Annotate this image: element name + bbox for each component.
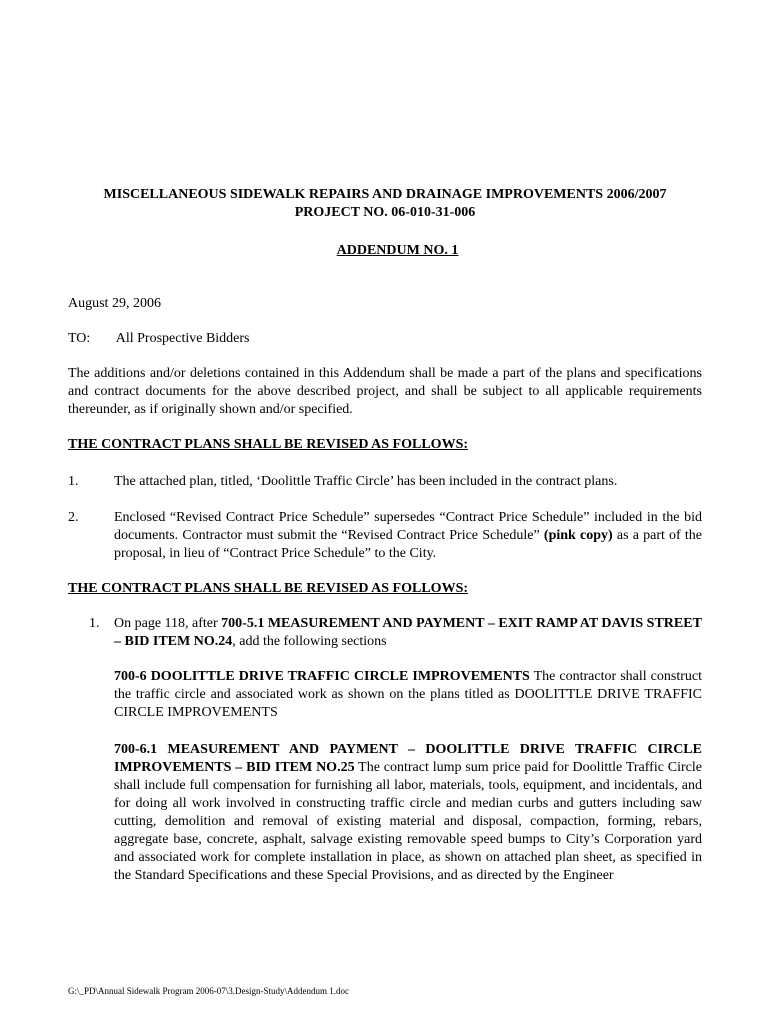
list-item bbox=[68, 473, 702, 491]
file-path-footer: G:\_PD\Annual Sidewalk Program 2006-07\3.Design-Study\Addendum 1.doc bbox=[68, 986, 349, 996]
title-line-2: PROJECT NO. 06-010-31-006 bbox=[294, 205, 476, 220]
subsection-paragraph bbox=[114, 668, 702, 722]
recipient-line bbox=[68, 330, 702, 348]
section-heading-2: THE CONTRACT PLANS SHALL BE REVISED AS FOLLOWS: bbox=[68, 581, 469, 596]
list-item-text-part: , add the following sections bbox=[232, 634, 387, 649]
title-line-1: MISCELLANEOUS SIDEWALK REPAIRS AND DRAINAGE IMPROVEMENTS 2006/2007 bbox=[103, 187, 667, 202]
subsection-heading: 700-6 DOOLITTLE DRIVE TRAFFIC CIRCLE IMPROVEMENTS bbox=[114, 669, 530, 684]
list-item-text bbox=[114, 615, 702, 651]
subsection-heading: 700-6.1 MEASUREMENT AND PAYMENT – DOOLITTLE DRIVE TRAFFIC CIRCLE IMPROVEMENTS – BID ITEM NO.25 bbox=[114, 742, 702, 775]
section-heading-1: THE CONTRACT PLANS SHALL BE REVISED AS FOLLOWS: bbox=[68, 437, 469, 452]
subsection-text: The contract lump sum price paid for Doolittle Traffic Circle shall include full compensation for furnishing all labor, materials, tools, equipment, and incidentals, and for doing all work involved in constructing traffic circle and median curbs and gutters including saw cutting, demolition and removal of existing material and disposal, compaction, forming, rebars, aggregate base, concrete, asphalt, salvage existing removable speed bumps to City’s Corporation yard and associated work for complete installation in place, as shown on attached plan sheet, as specified in the Standard Specifications and these Special Provisions, and as directed by the Engineer bbox=[114, 760, 702, 883]
list-item-text-part: On page 118, after bbox=[114, 616, 222, 631]
subsection-text: The contractor shall construct the traffic circle and associated work as shown on the plans titled as DOOLITTLE DRIVE TRAFFIC CIRCLE IMPROVEMENTS bbox=[114, 669, 702, 720]
list-item-number: 2. bbox=[68, 510, 79, 525]
list-item-text bbox=[114, 509, 702, 563]
list-item-emphasis: 700-5.1 MEASUREMENT AND PAYMENT – EXIT RAMP AT DAVIS STREET – BID ITEM NO.24 bbox=[114, 616, 702, 649]
list-item-emphasis: (pink copy) bbox=[543, 528, 613, 543]
document-title bbox=[68, 186, 702, 222]
recipient-value: All Prospective Bidders bbox=[115, 331, 250, 346]
list-item-text-part: Enclosed “Revised Contract Price Schedule” supersedes “Contract Price Schedule” included in the bid documents. Contractor must submit the “Revised Contract Price Schedule” bbox=[114, 510, 702, 543]
recipient-label: TO: bbox=[68, 331, 91, 346]
subsection-paragraph bbox=[114, 741, 702, 885]
addendum-heading: ADDENDUM NO. 1 bbox=[336, 243, 459, 258]
list-item-text-part: as a part of the proposal, in lieu of “Contract Price Schedule” to the City. bbox=[114, 528, 702, 561]
list-item bbox=[68, 509, 702, 563]
list-item-text: The attached plan, titled, ‘Doolittle Traffic Circle’ has been included in the contract plans. bbox=[114, 474, 618, 489]
list-item-number: 1. bbox=[89, 616, 100, 631]
intro-paragraph: The additions and/or deletions contained in this Addendum shall be made a part of the plans and specifications and contract documents for the above described project, and shall be subject to all applicable requirements thereunder, as if originally shown and/or specified. bbox=[68, 366, 702, 417]
list-item bbox=[68, 615, 702, 651]
document-date: August 29, 2006 bbox=[68, 296, 161, 311]
list-item-number: 1. bbox=[68, 474, 79, 489]
